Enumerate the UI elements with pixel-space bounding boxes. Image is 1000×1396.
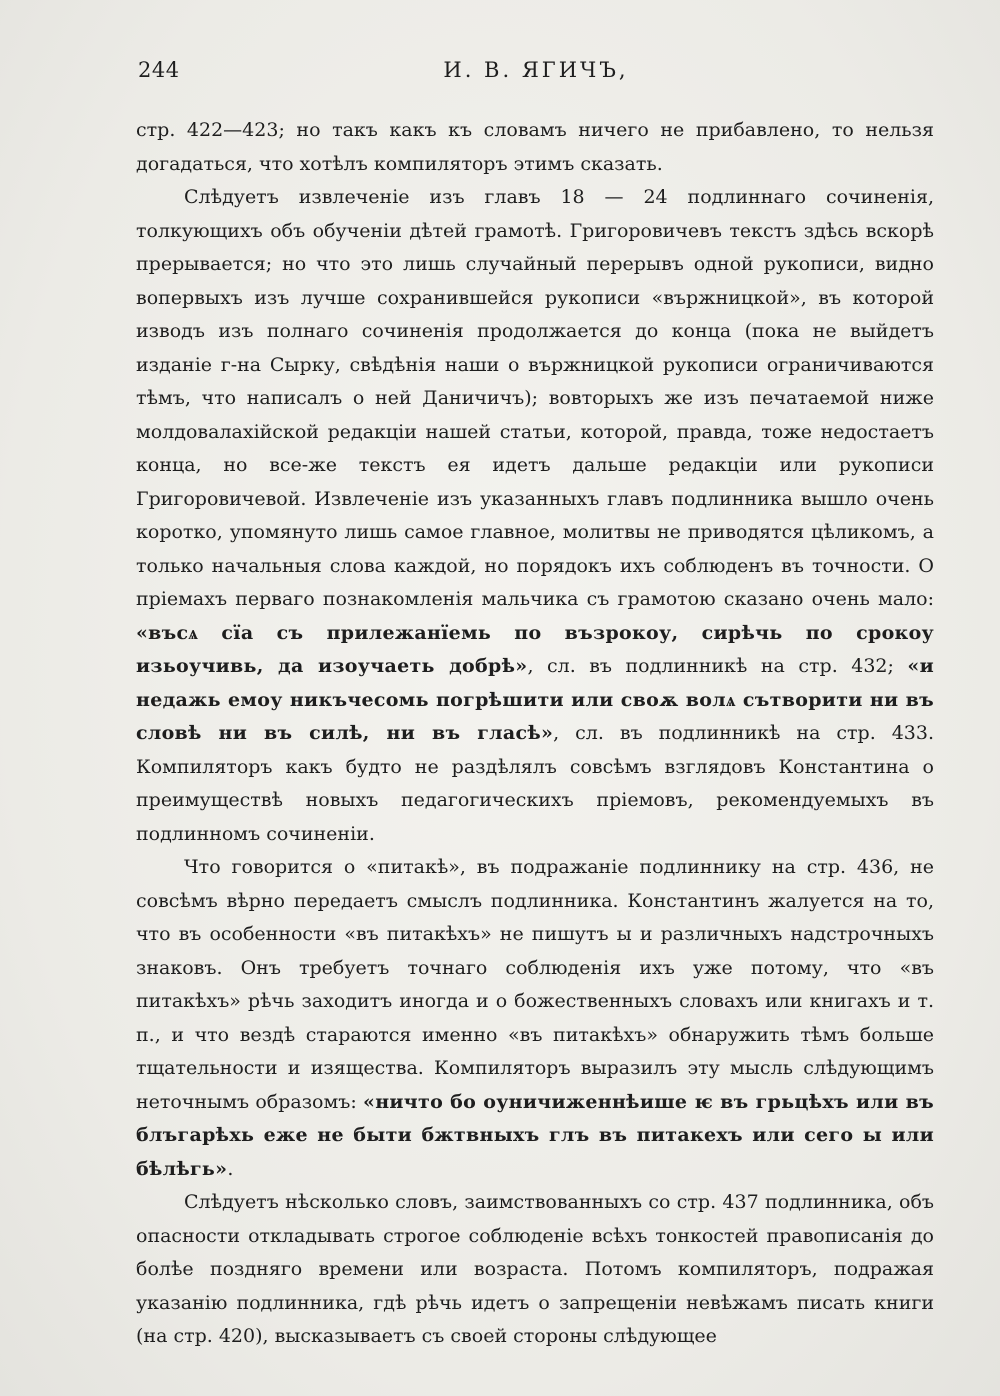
paragraph-text: Слѣдуетъ извлеченіе изъ главъ 18 — 24 подлиннаго сочиненія, толкующихъ объ обученіи дѣтей грамотѣ. Григоровичевъ текстъ здѣсь вскорѣ прерывается; но что это лишь случайный перерывъ одной рукописи, видно вопервыхъ изъ лучше сохранившейся рукописи «вържницкой», въ которой изводъ изъ полнаго сочиненія продолжается до конца (пока не выйдетъ изданіе г-на Сырку, свѣдѣнія наши о вържницкой рукописи ограничиваются тѣмъ, что написалъ о ней Даничичъ); вовторыхъ же изъ печатаемой ниже молдовалахійской редакціи нашей статьи, которой, правда, тоже недостаетъ конца, но все-же текстъ ея идетъ дальше редакціи или рукописи Григоровичевой. Извлеченіе изъ указанныхъ главъ подлинника вышло очень коротко, упомянуто лишь самое главное, молитвы не приводятся цѣликомъ, а только начальныя слова каждой, но порядокъ ихъ соблюденъ въ точности. О пріемахъ перваго познакомленія мальчика съ грамотою сказано очень мало:: [136, 186, 934, 610]
body-text: [136, 114, 934, 1354]
running-head: И. В. ЯГИЧЪ,: [443, 58, 629, 82]
church-slavonic-quote: «въсѧ сїа съ прилежанїемь по възрокоу, сирѣчь по срокоу изьоучивь, да изоучаеть добрѣ»: [136, 621, 934, 677]
church-slavonic-quote: «ничто бо оуничиженнѣише ѥ въ грьцѣхъ или въ блъгарѣхь еже не быти бжтвныхъ глъ въ питакехъ или сего ы или бѣлѣгь»: [136, 1090, 935, 1180]
church-slavonic-quote: «и недажь емоу никъчесомь погрѣшити или своѫ волѧ сътворити ни въ словѣ ни въ силѣ, ни въ гласѣ»: [136, 655, 934, 744]
paragraph: [136, 851, 934, 1186]
paragraph-text: Что говорится о «питакѣ», въ подражаніе подлиннику на стр. 436, не совсѣмъ вѣрно передаетъ смыслъ подлинника. Константинъ жалуется на то, что въ особенности «въ питакѣхъ» не пишутъ ы и различныхъ надстрочныхъ знаковъ. Онъ требуетъ точнаго соблюденія ихъ уже потому, что «въ питакѣхъ» рѣчь заходитъ иногда и о божественныхъ словахъ или книгахъ и т. п., и что вездѣ стараются именно «въ питакѣхъ» обнаружить тѣмъ больше тщательности и изящества. Компиляторъ выразилъ эту мысль слѣдующимъ неточнымъ образомъ:: [136, 856, 934, 1113]
paragraph-text: .: [227, 1157, 234, 1180]
paragraph: стр. 422—423; но такъ какъ къ словамъ ничего не прибавлено, то нельзя догадаться, что хотѣлъ компиляторъ этимъ сказать.: [136, 119, 934, 175]
paragraph: Слѣдуетъ нѣсколько словъ, заимствованныхъ со стр. 437 подлинника, объ опасности откладывать строгое соблюденіе всѣхъ тонкостей правописанія до болѣе поздняго времени или возраста. Потомъ компиляторъ, подражая указанію подлинника, гдѣ рѣчь идетъ о запрещеніи невѣжамъ писать книги (на стр. 420), высказываетъ съ своей стороны слѣдующее: [136, 1191, 934, 1347]
paragraph: [136, 181, 934, 851]
page-number: 244: [138, 58, 180, 82]
page-header: [138, 58, 934, 94]
paragraph-text: , сл. въ подлинникѣ на стр. 432;: [527, 655, 908, 677]
paragraph-text: , сл. въ подлинникѣ на стр. 433. Компиляторъ какъ будто не раздѣлялъ совсѣмъ взглядовъ Константина о преимуществѣ новыхъ педагогическихъ пріемовъ, рекомендуемыхъ въ подлинномъ сочиненіи.: [136, 722, 935, 845]
